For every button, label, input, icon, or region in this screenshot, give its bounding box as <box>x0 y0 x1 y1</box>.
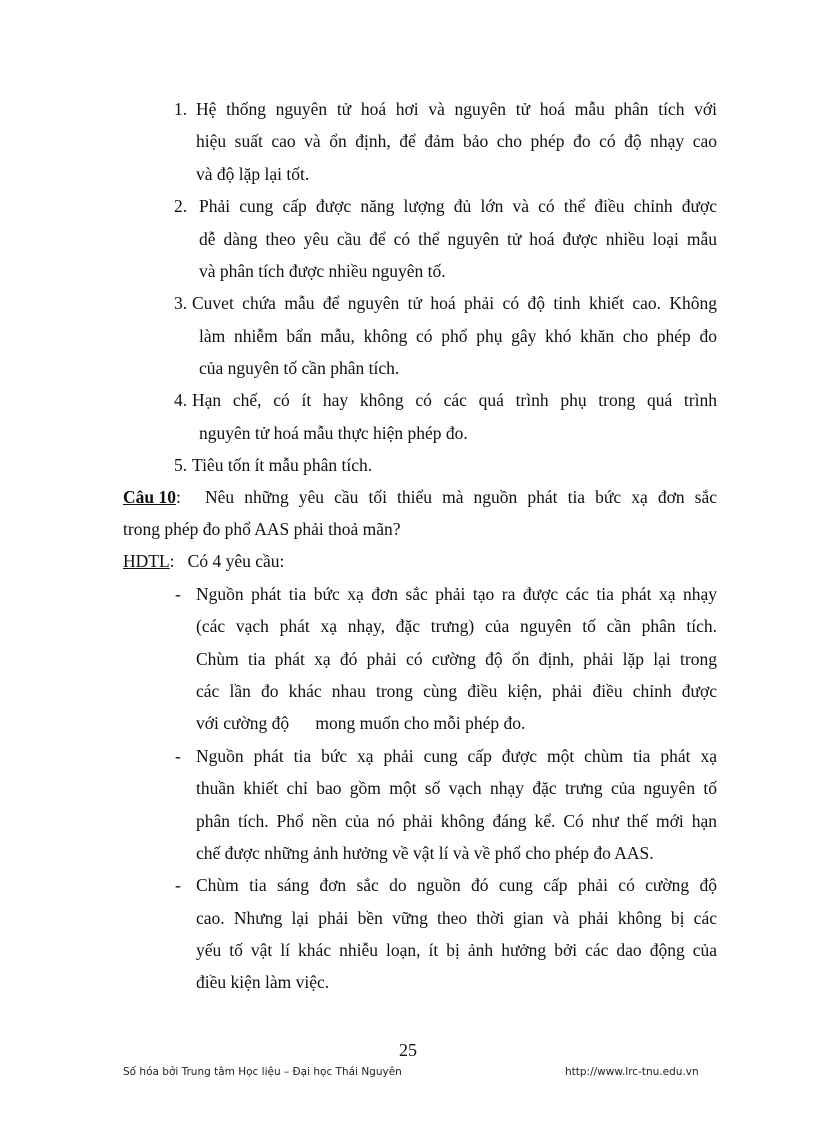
question-label: Câu 10 <box>123 487 176 507</box>
list-item-line: Phải cung cấp được năng lượng đủ lớn và có thể điều chỉnh được <box>199 196 717 216</box>
answer-label: HDTL <box>123 551 170 571</box>
list-item-number: 4. <box>174 390 188 410</box>
bullet-line: với cường độ mong muốn cho mỗi phép đo. <box>196 713 526 733</box>
list-item-line: dễ dàng theo yêu cầu để có thể nguyên tử hoá được nhiều loại mẫu <box>199 229 717 249</box>
bullet-line: (các vạch phát xạ nhạy, đặc trưng) của nguyên tố cần phân tích. <box>196 616 717 636</box>
question-text-line: Nêu những yêu cầu tối thiểu mà nguồn phát tia bức xạ đơn sắc <box>205 487 717 507</box>
bullet-line: thuần khiết chỉ bao gồm một số vạch nhạy đặc trưng của nguyên tố <box>196 778 717 798</box>
question-colon: : <box>176 487 181 507</box>
bullet-line: chế được những ảnh hưởng về vật lí và về phổ cho phép đo AAS. <box>196 843 654 863</box>
list-item-line: Cuvet chứa mẫu để nguyên tử hoá phải có độ tinh khiết cao. Không <box>192 293 717 313</box>
list-item-line: làm nhiễm bẩn mẫu, không có phổ phụ gây khó khăn cho phép đo <box>199 326 717 346</box>
list-item-line: của nguyên tố cần phân tích. <box>199 358 400 378</box>
page-number: 25 <box>399 1040 417 1060</box>
answer-heading <box>123 551 284 571</box>
list-item-number: 3. <box>174 293 188 313</box>
footer-source: Số hóa bởi Trung tâm Học liệu – Đại học Thái Nguyên <box>123 1066 402 1078</box>
question-text-line: trong phép đo phổ AAS phải thoả mãn? <box>123 519 401 539</box>
question-heading <box>123 487 181 507</box>
list-item-number: 2. <box>174 196 188 216</box>
bullet-dash: - <box>175 875 181 895</box>
bullet-line: điều kiện làm việc. <box>196 972 330 992</box>
bullet-line: yếu tố vật lí khác nhiễu loạn, ít bị ảnh hưởng bởi các dao động của <box>196 940 717 960</box>
bullet-line: Nguồn phát tia bức xạ phải cung cấp được một chùm tia phát xạ <box>196 746 717 766</box>
bullet-dash: - <box>175 584 181 604</box>
bullet-line: Chùm tia sáng đơn sắc do nguồn đó cung cấp phải có cường độ <box>196 875 717 895</box>
bullet-line: phân tích. Phổ nền của nó phải không đáng kể. Có như thế mới hạn <box>196 811 717 831</box>
list-item-line: Hạn chế, có ít hay không có các quá trình phụ trong quá trình <box>192 390 717 410</box>
footer-url: http://www.lrc-tnu.edu.vn <box>565 1066 699 1078</box>
list-item-line: Hệ thống nguyên tử hoá hơi và nguyên tử hoá mẫu phân tích với <box>196 99 717 119</box>
bullet-line: Chùm tia phát xạ đó phải có cường độ ổn định, phải lặp lại trong <box>196 649 717 669</box>
list-item-number: 5. <box>174 455 188 475</box>
bullet-line: các lần đo khác nhau trong cùng điều kiện, phải điều chỉnh được <box>196 681 717 701</box>
bullet-line: cao. Nhưng lại phải bền vững theo thời gian và phải không bị các <box>196 908 717 928</box>
list-item-line: nguyên tử hoá mẫu thực hiện phép đo. <box>199 423 468 443</box>
answer-intro: : Có 4 yêu cầu: <box>169 551 285 571</box>
bullet-line: Nguồn phát tia bức xạ đơn sắc phải tạo ra được các tia phát xạ nhạy <box>196 584 717 604</box>
bullet-dash: - <box>175 746 181 766</box>
list-item-line: và độ lặp lại tốt. <box>196 164 310 184</box>
list-item-number: 1. <box>174 99 188 119</box>
list-item-line: hiệu suất cao và ổn định, để đảm bảo cho phép đo có độ nhạy cao <box>196 131 717 151</box>
list-item-line: và phân tích được nhiều nguyên tố. <box>199 261 446 281</box>
list-item-line: Tiêu tốn ít mẫu phân tích. <box>192 455 373 475</box>
